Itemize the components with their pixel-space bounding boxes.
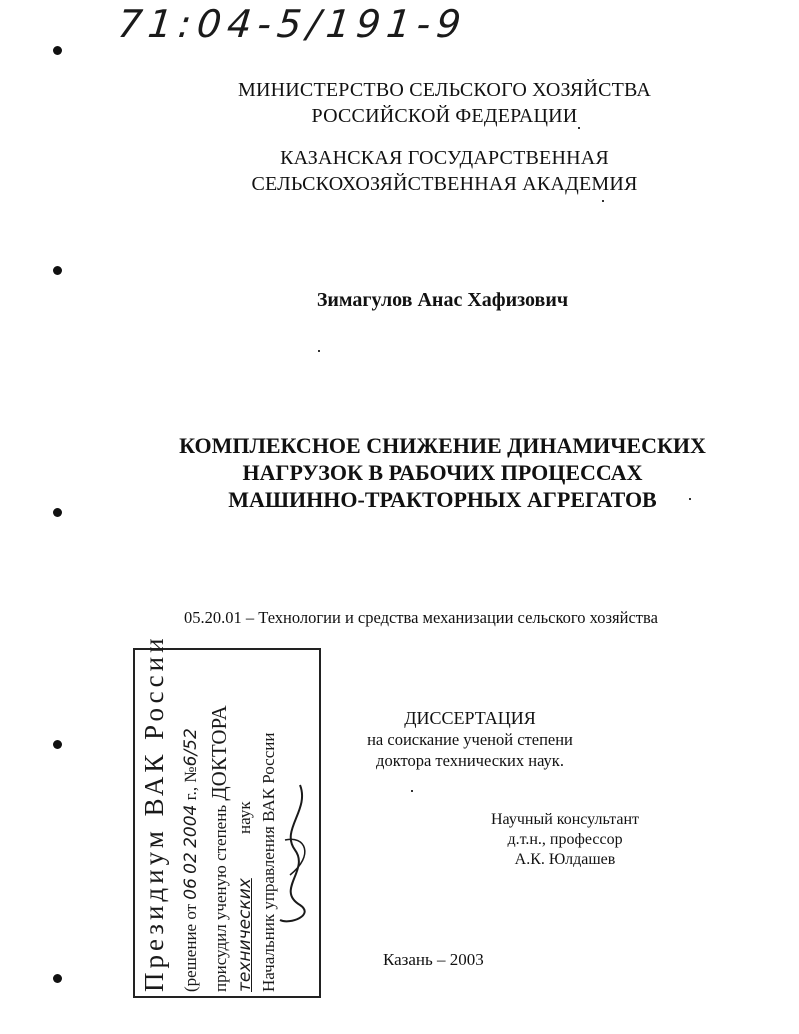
ministry-line: МИНИСТЕРСТВО СЕЛЬСКОГО ХОЗЯЙСТВА: [238, 79, 651, 101]
paper-speck: [689, 498, 691, 500]
paper-speck: [318, 350, 320, 352]
consultant-rank: д.т.н., профессор: [507, 831, 623, 848]
punch-hole-mark: [53, 266, 62, 275]
punch-hole-mark: [53, 46, 62, 55]
consultant-name: А.К. Юлдашев: [514, 851, 616, 868]
signature-scribble: [270, 780, 330, 930]
title-line: МАШИННО-ТРАКТОРНЫХ АГРЕГАТОВ: [228, 487, 657, 512]
specialty-code: 05.20.01 – Технологии и средства механизации сельского хозяйства: [184, 608, 658, 627]
ministry-line: РОССИЙСКОЙ ФЕДЕРАЦИИ: [311, 105, 578, 127]
title-line: КОМПЛЕКСНОЕ СНИЖЕНИЕ ДИНАМИЧЕСКИХ: [179, 433, 706, 458]
stamp-text: г., №: [181, 766, 200, 801]
title-line: НАГРУЗОК В РАБОЧИХ ПРОЦЕССАХ: [242, 460, 643, 485]
stamp-handwritten-year: 2004: [181, 804, 201, 848]
author-name: Зимагулов Анас Хафизович: [316, 289, 569, 311]
stamp-text: присудил ученую степень: [211, 804, 230, 992]
stamp-text: наук: [235, 801, 254, 834]
stamp-handwritten-number: 6/52: [181, 728, 201, 767]
degree-line: доктора технических наук.: [376, 751, 564, 770]
stamp-handwritten-month: 02: [181, 852, 201, 874]
paper-speck: [602, 200, 604, 202]
stamp-handwritten-day: 06: [181, 878, 201, 900]
punch-hole-mark: [53, 740, 62, 749]
academy-line: СЕЛЬСКОХОЗЯЙСТВЕННАЯ АКАДЕМИЯ: [251, 173, 638, 195]
consultant-block: [460, 810, 670, 870]
stamp-text: (решение от: [181, 903, 200, 992]
stamp-handwritten-field: технических: [235, 878, 255, 992]
ministry-heading: [45, 77, 799, 129]
stamp-line-field: [235, 801, 255, 992]
stamp-line-head: Начальник управления ВАК России: [259, 732, 278, 992]
city-year: Казань – 2003: [383, 950, 484, 969]
handwritten-archive-code: 71:04-5/191-9: [115, 2, 469, 46]
punch-hole-mark: [53, 974, 62, 983]
stamp-degree-word: ДОКТОРА: [207, 705, 231, 801]
paper-speck: [578, 127, 580, 129]
consultant-label: Научный консультант: [491, 811, 639, 828]
stamp-line-presidium: Президиум ВАК России: [139, 634, 169, 992]
stamp-line-decision: [181, 728, 201, 992]
degree-line: на соискание ученой степени: [367, 730, 573, 749]
paper-speck: [411, 790, 413, 792]
academy-line: КАЗАНСКАЯ ГОСУДАРСТВЕННАЯ: [280, 147, 609, 169]
stamp-line-degree: [207, 705, 232, 992]
dissertation-label: ДИССЕРТАЦИЯ: [404, 708, 536, 728]
dissertation-title: [43, 432, 799, 513]
academy-heading: [45, 145, 799, 197]
